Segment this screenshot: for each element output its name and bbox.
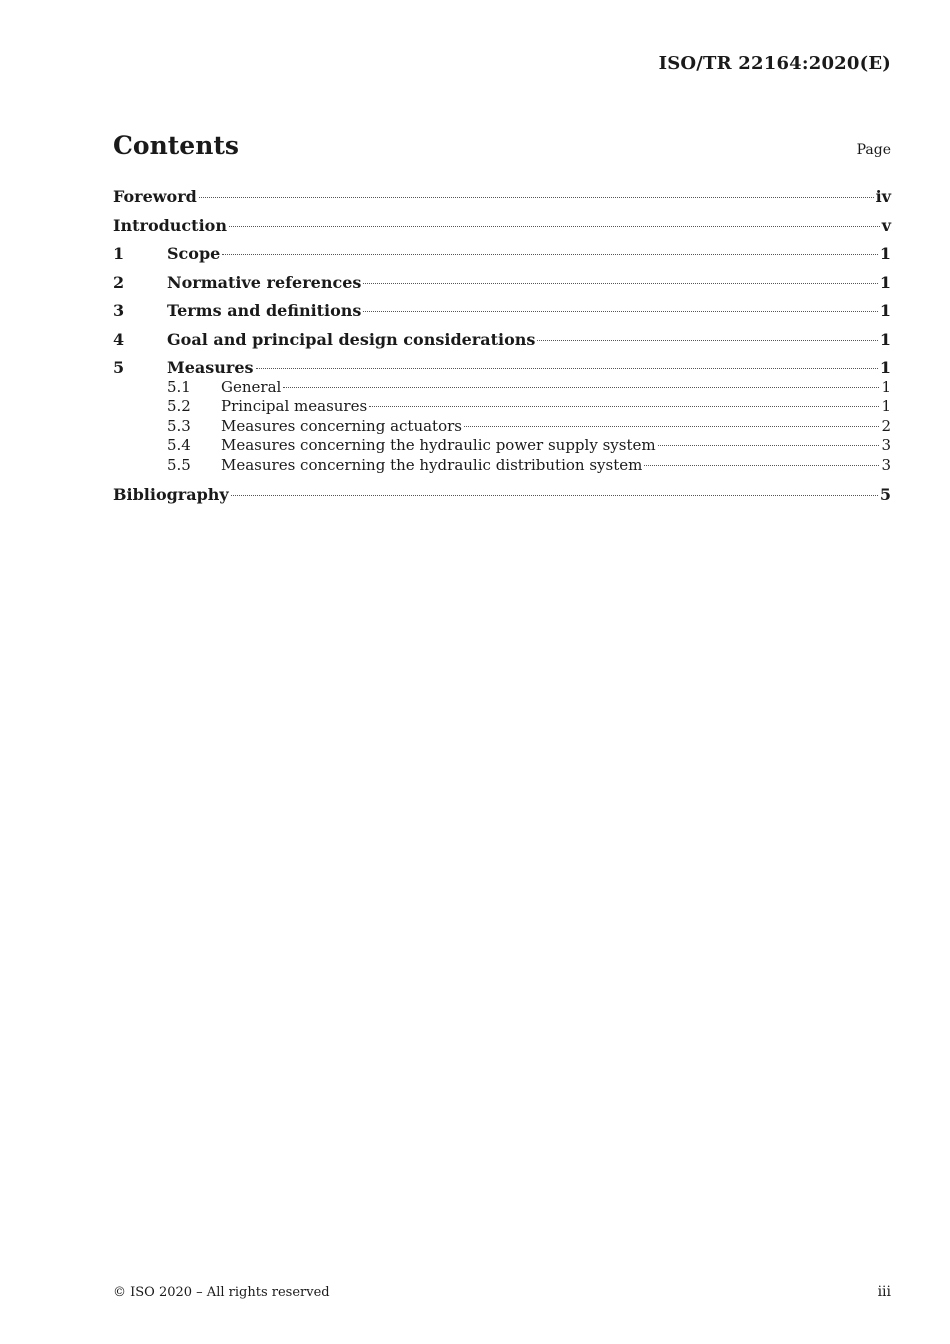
toc-entry-terms-and-definitions[interactable] [113,299,891,328]
toc-entry-scope[interactable] [113,242,891,271]
toc-entry-foreword[interactable] [113,185,891,214]
toc-entry-goal-and-design[interactable] [113,328,891,357]
toc-entry-page: 1 [879,244,891,263]
copyright-notice: © ISO 2020 – All rights reserved [113,1285,330,1300]
toc-entry-page: 2 [881,416,891,435]
toc-entry-title: Bibliography [113,484,229,504]
toc-entry-title: Principal measures [221,397,368,416]
toc-subentry-power-supply[interactable] [113,436,891,455]
toc-entry-page: 3 [881,455,891,474]
document-identifier: ISO/TR 22164:2020(E) [658,53,891,74]
dot-leader [644,465,879,466]
toc-subentry-general[interactable] [113,378,891,397]
toc-entry-page: 1 [879,358,891,377]
toc-entry-page: 1 [879,329,891,349]
toc-subentry-actuators[interactable] [113,417,891,436]
table-of-contents [113,185,891,511]
dot-leader [229,226,880,227]
dot-leader [537,340,877,341]
dot-leader [222,254,878,255]
toc-subentry-principal-measures[interactable] [113,397,891,416]
toc-entry-page: 5 [879,484,891,504]
toc-entry-number: 3 [113,301,125,320]
toc-entry-title: Goal and principal design considerations [167,329,536,349]
toc-entry-title: Measures concerning the hydraulic power supply system [221,436,656,455]
toc-entry-number: 5.4 [167,436,191,455]
toc-entry-page: iv [875,187,891,206]
toc-entry-page: 1 [879,301,891,320]
page-column-label: Page [856,142,891,158]
toc-entry-title: Terms and definitions [167,301,362,320]
toc-entry-number: 5.1 [167,378,191,396]
toc-entry-title: Measures concerning actuators [221,416,462,435]
toc-subentry-distribution[interactable] [113,456,891,475]
dot-leader [464,426,879,427]
toc-entry-number: 4 [113,329,125,349]
toc-entry-title: Measures [167,358,254,377]
toc-entry-title: Foreword [113,187,197,206]
toc-entry-number: 5.5 [167,455,191,474]
toc-entry-page: 1 [881,378,891,396]
toc-entry-page: 1 [881,397,891,416]
toc-entry-number: 5.3 [167,416,191,435]
dot-leader [199,197,874,198]
toc-entry-normative-references[interactable] [113,271,891,300]
toc-entry-measures[interactable] [113,356,891,378]
toc-entry-title: Introduction [113,215,227,235]
toc-entry-number: 5 [113,358,125,377]
toc-entry-number: 2 [113,272,125,292]
toc-entry-bibliography[interactable] [113,483,891,512]
dot-leader [363,311,877,312]
dot-leader [363,283,877,284]
toc-entry-title: General [221,378,282,396]
dot-leader [283,387,879,388]
toc-entry-title: Normative references [167,272,362,292]
dot-leader [231,495,878,496]
dot-leader [369,406,879,407]
toc-entry-page: 1 [879,272,891,292]
dot-leader [658,445,880,446]
toc-entry-page: v [881,215,891,235]
dot-leader [256,368,878,369]
toc-entry-title: Measures concerning the hydraulic distribution system [221,455,643,474]
contents-heading: Contents [113,131,240,160]
toc-entry-number: 5.2 [167,397,191,416]
toc-entry-page: 3 [881,436,891,455]
page-number: iii [877,1284,891,1300]
toc-entry-introduction[interactable] [113,214,891,243]
toc-entry-number: 1 [113,244,125,263]
toc-entry-title: Scope [167,244,221,263]
